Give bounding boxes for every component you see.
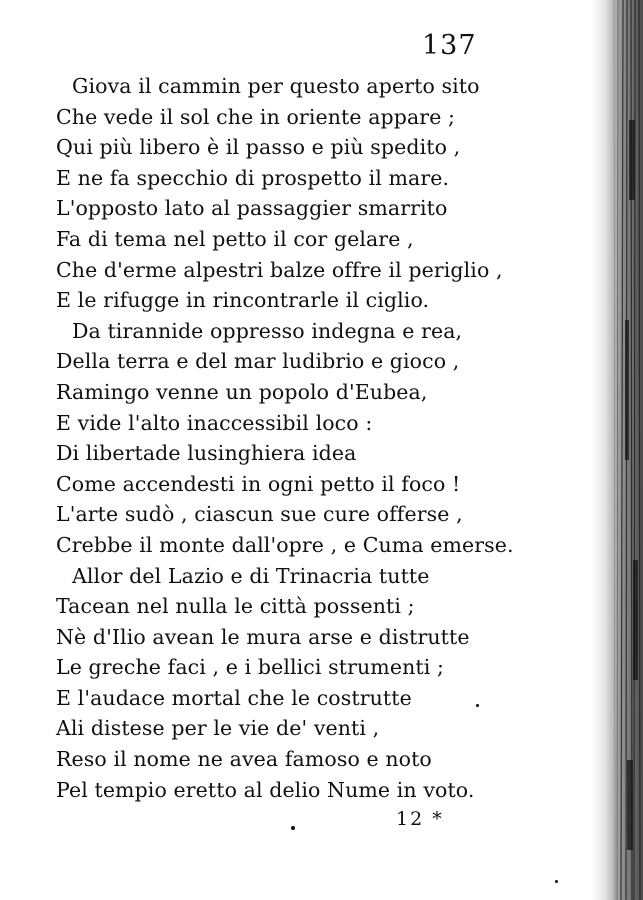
- verse-line: Tacean nel nulla le città possenti ;: [56, 594, 415, 619]
- verse-line: E vide l'alto inaccessibil loco :: [56, 410, 373, 435]
- verse-line: Reso il nome ne avea famoso e noto: [56, 747, 432, 772]
- verse-line: L'arte sudò , ciascun sue cure offerse ,: [56, 502, 463, 527]
- verse-line: Di libertade lusinghiera idea: [56, 441, 357, 466]
- stanza-2: [56, 316, 526, 561]
- stanza-1: [56, 71, 526, 316]
- book-spine-edge: [591, 0, 643, 900]
- stanza-3: [56, 561, 526, 806]
- verse-line: Ramingo venne un popolo d'Eubea,: [56, 379, 428, 404]
- verse-line: Da tirannide oppresso indegna e rea,: [72, 318, 463, 343]
- poem: [56, 71, 526, 805]
- signature-mark: 12 *: [396, 808, 444, 830]
- page-number: 137: [422, 30, 477, 61]
- verse-line: Qui più libero è il passo e più spedito ,: [56, 135, 461, 160]
- print-speck: [291, 826, 295, 830]
- verse-line: Le greche faci , e i bellici strumenti ;: [56, 655, 444, 680]
- verse-line: Ali distese per le vie de' venti ,: [56, 716, 380, 741]
- verse-line: Della terra e del mar ludibrio e gioco ,: [56, 349, 460, 374]
- verse-line: Come accendesti in ogni petto il foco !: [56, 471, 461, 496]
- verse-line: E le rifugge in rincontrarle il ciglio.: [56, 288, 430, 313]
- verse-line: Che d'erme alpestri balze offre il periglio ,: [56, 257, 503, 282]
- verse-line: Crebbe il monte dall'opre , e Cuma emerse.: [56, 532, 514, 557]
- verse-line: Allor del Lazio e di Trinacria tutte: [72, 563, 430, 588]
- print-speck: [476, 704, 479, 707]
- print-speck: [555, 880, 558, 883]
- verse-line: E l'audace mortal che le costrutte: [56, 685, 412, 710]
- verse-line: Che vede il sol che in oriente appare ;: [56, 104, 456, 129]
- verse-line: Giova il cammin per questo aperto sito: [72, 74, 480, 98]
- verse-line: Fa di tema nel petto il cor gelare ,: [56, 226, 414, 251]
- verse-line: E ne fa specchio di prospetto il mare.: [56, 165, 450, 190]
- verse-line: L'opposto lato al passaggier smarrito: [56, 196, 448, 221]
- verse-line: Pel tempio eretto al delio Nume in voto.: [56, 777, 475, 802]
- verse-line: Nè d'Ilio avean le mura arse e distrutte: [56, 624, 470, 649]
